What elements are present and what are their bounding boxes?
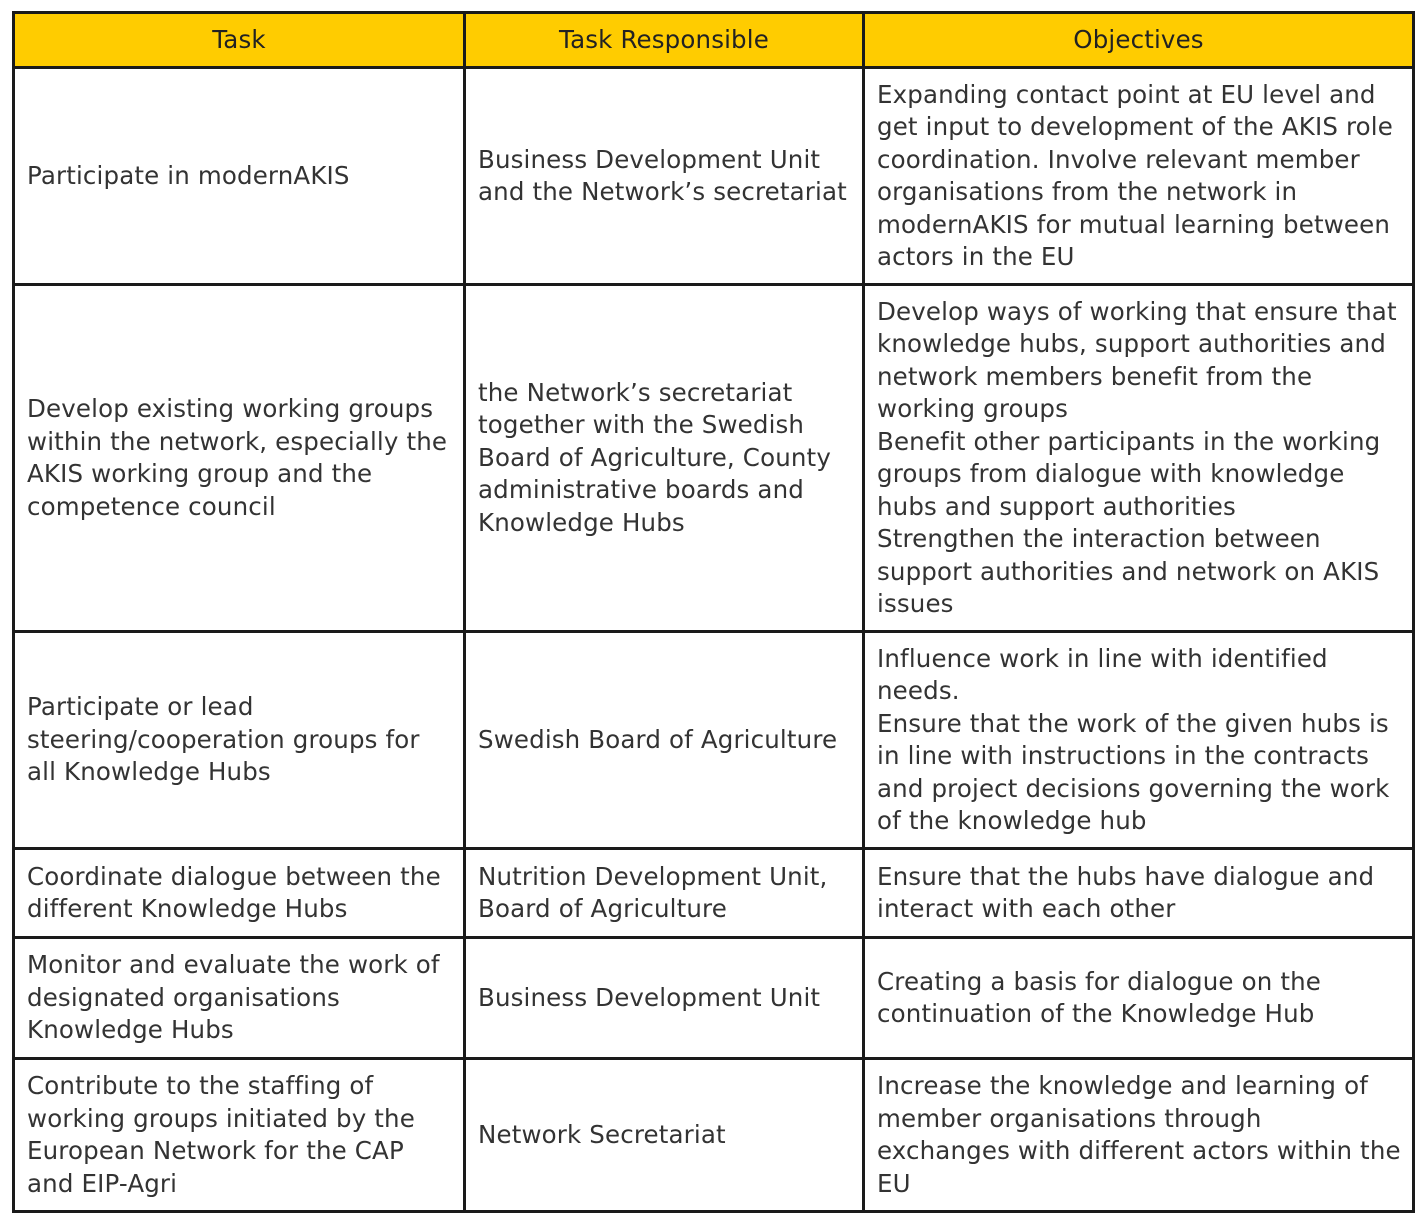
objective-line: Ensure that the hubs have dialogue and interact with each other xyxy=(877,861,1375,923)
table-row xyxy=(14,849,1414,938)
task-cell: Monitor and evaluate the work of designated organisations Knowledge Hubs xyxy=(14,938,465,1059)
table-row xyxy=(14,285,1414,632)
objective-line: Expanding contact point at EU level and get input to development of the AKIS role coordination. Involve relevant member organisations from the network in modernAKIS for mutual learning between actors in the EU xyxy=(877,79,1393,271)
task-cell: Develop existing working groups within the network, especially the AKIS working group and the competence council xyxy=(14,285,465,632)
responsible-cell: Network Secretariat xyxy=(465,1059,864,1212)
responsible-cell: Business Development Unit and the Network’s secretariat xyxy=(465,68,864,285)
objectives-cell xyxy=(864,1059,1414,1212)
table-header xyxy=(14,13,1414,68)
responsible-cell: Nutrition Development Unit, Board of Agriculture xyxy=(465,849,864,938)
objective-line: Develop ways of working that ensure that knowledge hubs, support authorities and network members benefit from the working groups xyxy=(877,296,1397,423)
objective-line: Strengthen the interaction between support authorities and network on AKIS issues xyxy=(877,524,1380,618)
task-cell: Coordinate dialogue between the different Knowledge Hubs xyxy=(14,849,465,938)
task-table xyxy=(12,11,1415,1213)
task-cell: Contribute to the staffing of working groups initiated by the European Network for the CAP and EIP-Agri xyxy=(14,1059,465,1212)
table-row xyxy=(14,1059,1414,1212)
objectives-cell xyxy=(864,632,1414,849)
header-task: Task xyxy=(14,13,465,68)
task-cell: Participate in modernAKIS xyxy=(14,68,465,285)
table-row xyxy=(14,632,1414,849)
objectives-cell xyxy=(864,849,1414,938)
objective-line: Creating a basis for dialogue on the continuation of the Knowledge Hub xyxy=(877,966,1321,1028)
table-body xyxy=(14,68,1414,1212)
responsible-cell: Business Development Unit xyxy=(465,938,864,1059)
objective-line: Ensure that the work of the given hubs is in line with instructions in the contracts and project decisions governing the work of the knowledge hub xyxy=(877,708,1390,835)
objectives-cell xyxy=(864,938,1414,1059)
objective-line: Influence work in line with identified needs. xyxy=(877,643,1328,705)
header-objectives: Objectives xyxy=(864,13,1414,68)
responsible-cell: the Network’s secretariat together with the Swedish Board of Agriculture, County administrative boards and Knowledge Hubs xyxy=(465,285,864,632)
objective-line: Increase the knowledge and learning of member organisations through exchanges with different actors within the EU xyxy=(877,1071,1401,1198)
objectives-cell xyxy=(864,68,1414,285)
task-cell: Participate or lead steering/cooperation groups for all Knowledge Hubs xyxy=(14,632,465,849)
objective-line: Benefit other participants in the working groups from dialogue with knowledge hubs and support authorities xyxy=(877,426,1381,521)
responsible-cell: Swedish Board of Agriculture xyxy=(465,632,864,849)
table-row xyxy=(14,68,1414,285)
objectives-cell xyxy=(864,285,1414,632)
header-row xyxy=(14,13,1414,68)
table-row xyxy=(14,938,1414,1059)
header-task-responsible: Task Responsible xyxy=(465,13,864,68)
